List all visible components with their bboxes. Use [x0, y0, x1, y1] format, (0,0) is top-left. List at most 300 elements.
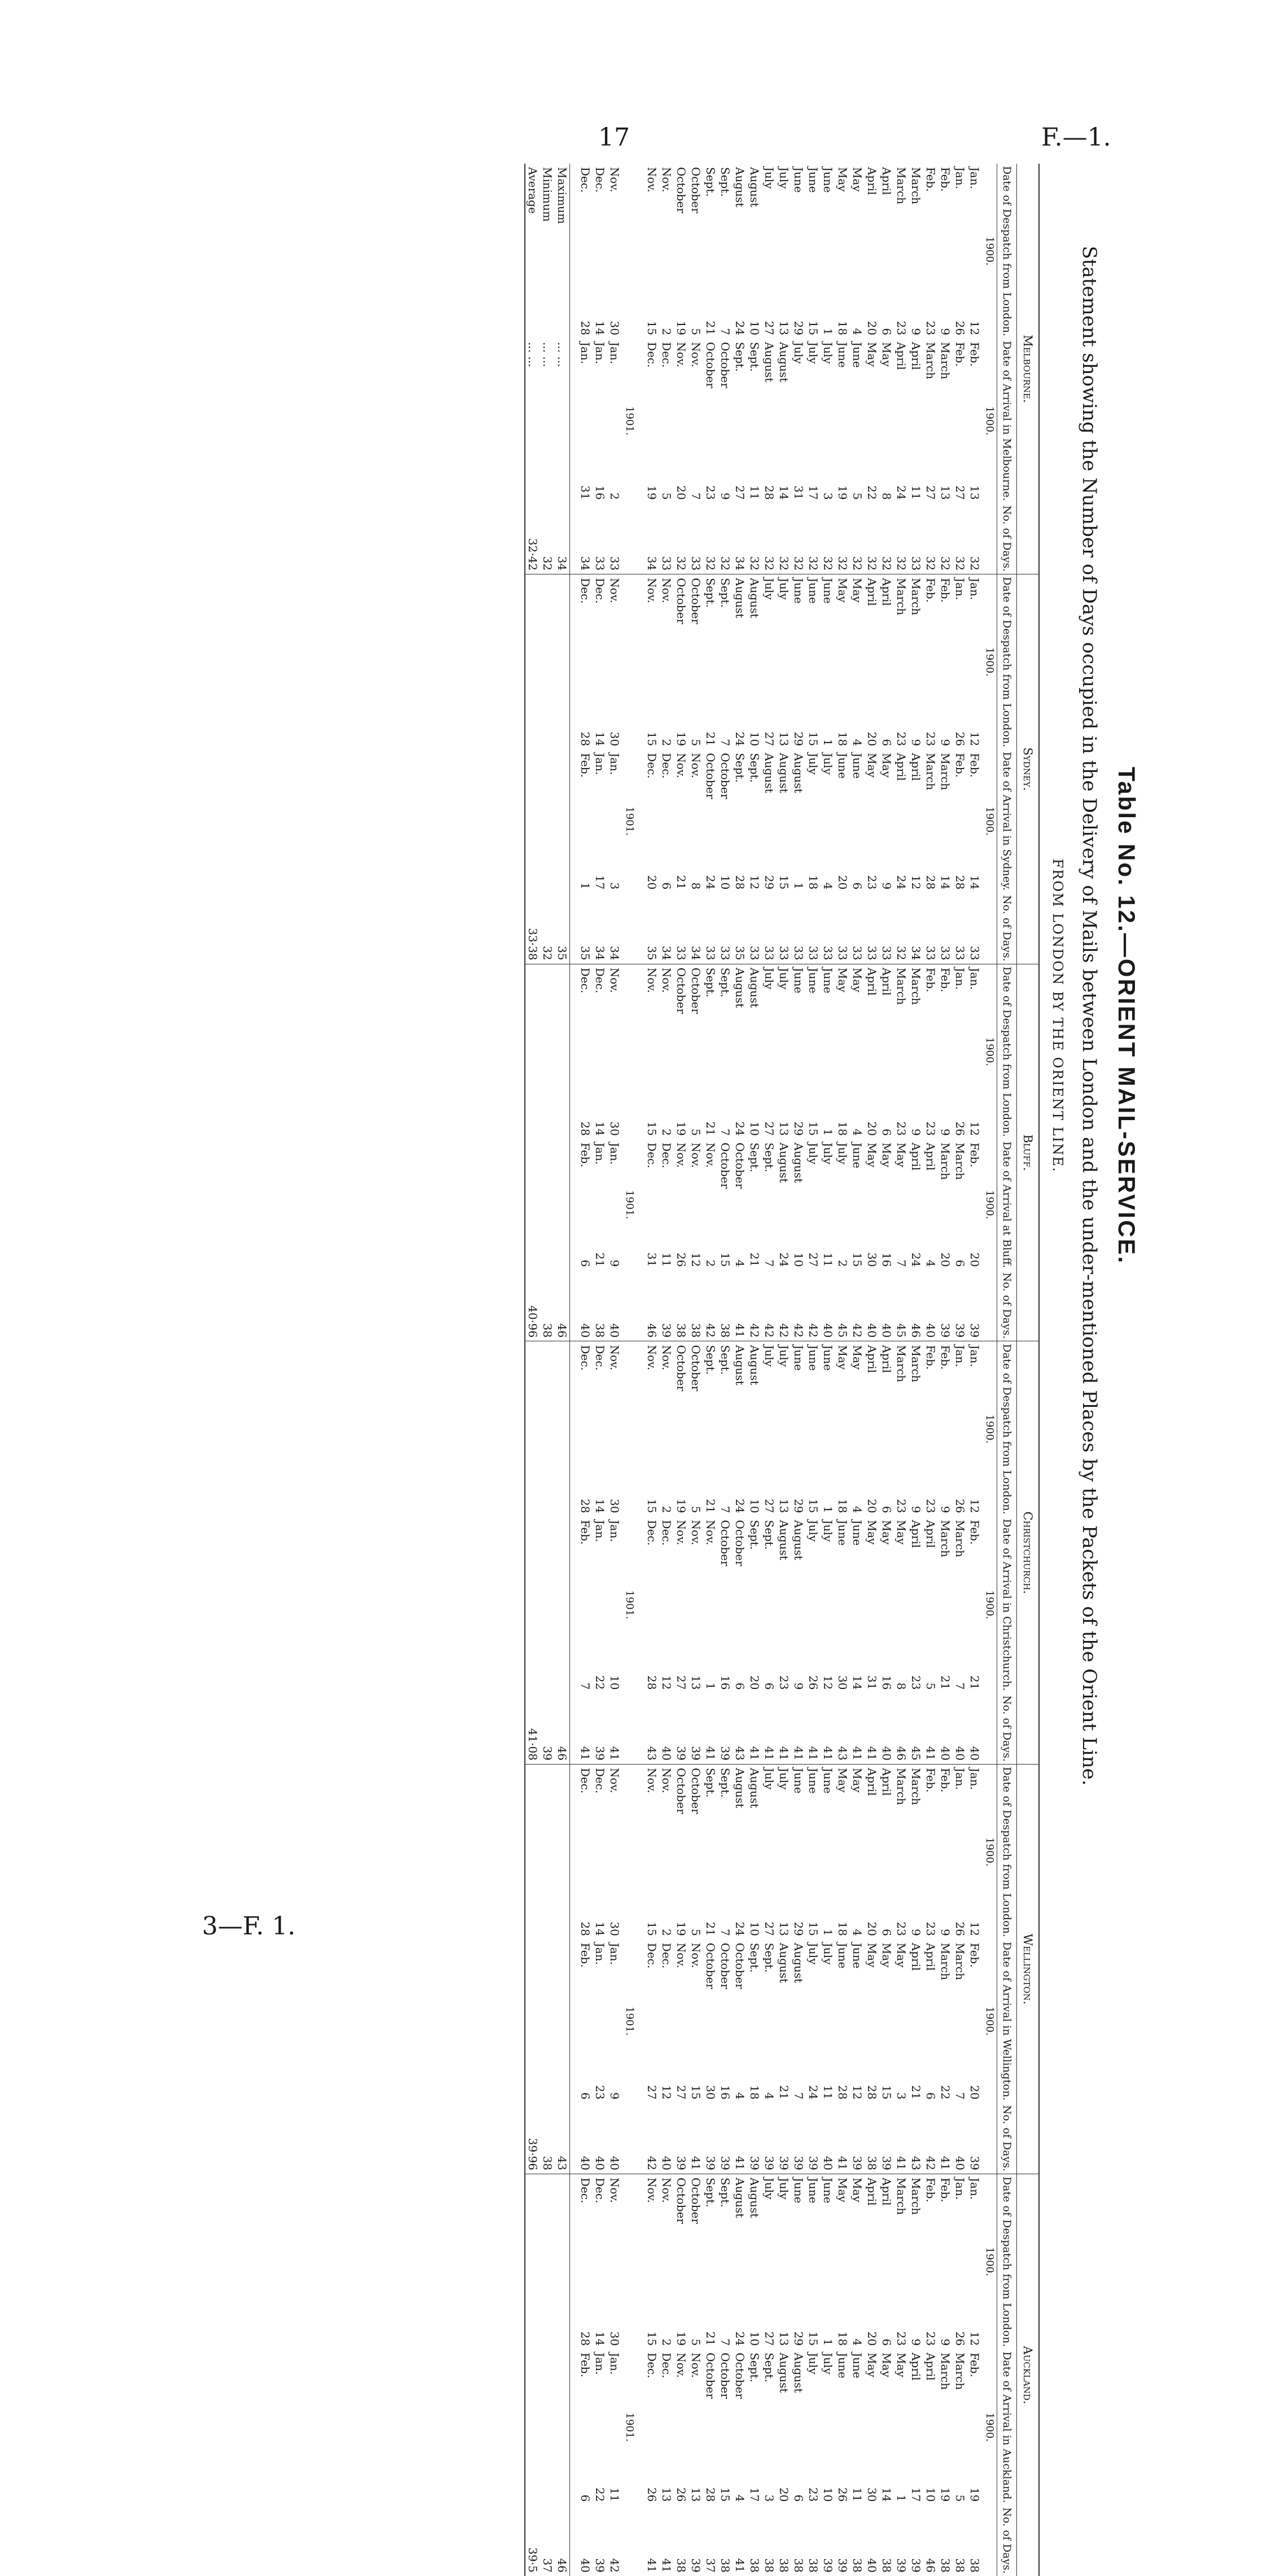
despatch-month: Feb.	[924, 167, 937, 192]
arrival-day: 24	[777, 1252, 791, 1267]
arrival-day: 17	[593, 875, 607, 890]
arrival-month: Jan.	[608, 1142, 621, 1165]
arrival-day: 12	[660, 1675, 673, 1690]
despatch-month: March	[894, 1764, 909, 1889]
days-count: 33	[608, 556, 621, 571]
arrival-date	[806, 2349, 821, 2505]
despatch-header: Date of Despatch from London.	[997, 1764, 1017, 1939]
arrival-day: 23	[593, 2085, 607, 2100]
arrival-date	[607, 2349, 622, 2505]
arrival-date	[894, 2349, 909, 2505]
arrival-month: Feb.	[953, 342, 967, 367]
days-count: 33	[909, 556, 923, 571]
arrival-day: 2	[836, 1260, 849, 1267]
arrival-day: 20	[645, 875, 659, 890]
arrival-date	[645, 1517, 659, 1693]
arrival-date	[821, 749, 835, 893]
arrival-year: 1901.	[624, 1590, 635, 1620]
despatch-day: 27	[762, 731, 776, 747]
despatch-month: June	[791, 1341, 806, 1467]
days-count: 32	[806, 556, 820, 571]
subtitle: FROM LONDON BY THE ORIENT LINE.	[1050, 858, 1066, 1173]
arrival-date	[865, 339, 879, 503]
despatch-day: 19	[674, 1921, 688, 1936]
days-count: 38	[968, 2558, 981, 2573]
arrival-month: October	[733, 1520, 747, 1566]
arrival-date	[747, 749, 762, 893]
arrival-day: 11	[851, 2487, 864, 2502]
despatch-day: 28	[578, 1121, 592, 1136]
arrival-month: Sept.	[748, 1520, 761, 1550]
arrival-month: Dec.	[645, 342, 659, 368]
arrival-month: April	[909, 342, 923, 370]
arrival-date	[953, 749, 967, 893]
arrival-day: 16	[593, 485, 607, 500]
table-row	[593, 164, 607, 2576]
despatch-month: Sept.	[718, 2174, 733, 2299]
arrival-day: 5	[953, 2494, 967, 2502]
arrival-date	[967, 749, 982, 893]
despatch-day: 24	[733, 731, 747, 747]
arrival-month: Sept.	[762, 1142, 776, 1173]
despatch-month: Sept.	[703, 964, 718, 1089]
despatch-month: Jan.	[953, 574, 967, 700]
despatch-day: 19	[674, 321, 688, 336]
arrival-date	[777, 749, 791, 893]
despatch-month: Nov.	[659, 1341, 674, 1467]
arrival-date	[821, 2349, 835, 2505]
arrival-month: Sept.	[748, 1942, 761, 1973]
days-count: 32	[762, 556, 776, 571]
arrival-date	[894, 1517, 909, 1693]
arrival-date	[879, 339, 894, 503]
despatch-day: 24	[733, 1921, 747, 1936]
arrival-month: June	[851, 1942, 864, 1969]
days-count: 40	[880, 1323, 893, 1338]
arrival-header: Date of Arrival at Bluff.	[997, 1139, 1017, 1270]
despatch-month: Dec.	[593, 1764, 607, 1889]
arrival-day: 13	[939, 485, 952, 500]
arrival-month: March	[939, 1520, 952, 1557]
arrival-day: 20	[968, 2085, 981, 2100]
table-row	[938, 164, 953, 2576]
days-count: 39	[689, 1746, 703, 1761]
arrival-date	[593, 1939, 607, 2103]
arrival-date	[689, 339, 703, 503]
days-count: 32	[865, 556, 879, 571]
arrival-month: April	[909, 1520, 923, 1548]
despatch-day: 9	[909, 328, 923, 336]
days-count: 41	[821, 1746, 835, 1761]
arrival-month: Sept.	[748, 342, 761, 372]
despatch-month: April	[879, 574, 894, 700]
arrival-day: 2	[608, 493, 621, 500]
arrival-month: Dec.	[660, 342, 673, 368]
days-count: 38	[806, 2558, 820, 2573]
arrival-day: 28	[865, 2085, 879, 2100]
arrival-year: 1900.	[984, 1590, 996, 1620]
arrival-month: Dec.	[645, 1142, 659, 1169]
despatch-month: July	[762, 167, 776, 189]
arrival-date	[923, 749, 938, 893]
despatch-month: August	[747, 574, 762, 700]
arrival-month: May	[865, 342, 879, 367]
despatch-day: 12	[968, 321, 981, 336]
despatch-month: October	[674, 1341, 689, 1467]
days-count: 41	[865, 1746, 879, 1761]
arrival-date	[593, 2349, 607, 2505]
arrival-day: 11	[748, 485, 761, 500]
arrival-date	[593, 749, 607, 893]
days-count: 39	[660, 1323, 673, 1338]
days-count: 42	[851, 1323, 864, 1338]
despatch-month: August	[747, 1341, 762, 1467]
arrival-date	[850, 749, 865, 893]
arrival-date	[879, 1939, 894, 2103]
days-count: 40	[593, 2156, 607, 2171]
column-header-row	[997, 164, 1017, 2576]
arrival-date	[689, 1139, 703, 1270]
arrival-day: 21	[968, 1675, 981, 1690]
arrival-date	[733, 339, 747, 503]
despatch-month: March	[894, 574, 909, 700]
arrival-date	[689, 1939, 703, 2103]
despatch-year: 1900.	[984, 236, 996, 266]
days-count: 46	[645, 1323, 659, 1338]
arrival-month: June	[851, 1520, 864, 1546]
arrival-day: 23	[777, 1675, 791, 1690]
arrival-day: 4	[821, 882, 835, 890]
despatch-month: October	[674, 167, 688, 213]
arrival-day: 27	[924, 485, 937, 500]
arrival-date	[967, 1139, 982, 1270]
despatch-day: 2	[660, 328, 673, 336]
arrival-month: March	[939, 2353, 952, 2390]
arrival-month: March	[924, 342, 937, 380]
arrival-day: 26	[806, 1675, 820, 1690]
despatch-day: 23	[924, 731, 937, 747]
arrival-day: 15	[777, 875, 791, 890]
arrival-day: 14	[939, 875, 952, 890]
days-count: 38	[674, 1323, 688, 1338]
despatch-month: June	[792, 167, 805, 193]
arrival-month: June	[836, 342, 849, 368]
despatch-month: June	[806, 574, 821, 700]
days-count: 34	[689, 946, 703, 960]
arrival-date	[791, 1517, 806, 1693]
arrival-month: Feb.	[968, 1520, 981, 1545]
despatch-month: May	[851, 167, 864, 192]
days-count: 39	[939, 1323, 952, 1338]
days-count: 35	[578, 946, 592, 960]
despatch-header: Date of Despatch from London.	[997, 964, 1017, 1139]
despatch-month: October	[689, 1764, 703, 1889]
arrival-month: Jan.	[593, 753, 607, 775]
table-title: Table No. 12.—ORIENT MAIL-SERVICE.	[1114, 766, 1140, 1265]
arrival-day: 12	[689, 1252, 703, 1267]
days-count: 33	[939, 946, 952, 960]
despatch-month: Jan.	[967, 964, 982, 1089]
table-row	[659, 164, 674, 2576]
arrival-day: 17	[909, 2487, 923, 2502]
days-count: 33	[748, 946, 761, 960]
arrival-month: Nov.	[689, 2353, 703, 2378]
days-count: 39	[968, 1323, 981, 1338]
arrival-day: 13	[968, 485, 981, 500]
arrival-day: 1	[895, 2494, 908, 2502]
despatch-day: 4	[851, 1129, 864, 1136]
arrival-day: 7	[953, 2092, 967, 2100]
arrival-date	[953, 1139, 967, 1270]
arrival-date	[659, 2349, 674, 2505]
despatch-month: April	[879, 2174, 894, 2299]
arrival-date	[938, 1517, 953, 1693]
arrival-month: October	[733, 1142, 747, 1189]
despatch-day: 2	[660, 1129, 673, 1136]
arrival-day: 15	[718, 1252, 732, 1267]
despatch-month: Feb.	[923, 1764, 938, 1889]
arrival-month: Nov.	[674, 1520, 688, 1546]
arrival-day: 3	[762, 2494, 776, 2502]
arrival-month: July	[836, 1142, 849, 1165]
despatch-month: June	[821, 1341, 835, 1467]
arrival-day: 31	[578, 485, 592, 500]
despatch-day: 14	[593, 731, 607, 747]
arrival-day: 3	[608, 882, 621, 890]
arrival-month: March	[953, 1520, 967, 1557]
days-count: 41	[836, 2156, 849, 2171]
despatch-day: 21	[704, 731, 717, 747]
despatch-month: May	[850, 574, 865, 700]
arrival-day: 20	[939, 1252, 952, 1267]
arrival-month: Nov.	[704, 1520, 717, 1546]
arrival-date	[747, 2349, 762, 2505]
days-count: 33	[865, 946, 879, 960]
arrival-date	[967, 1939, 982, 2103]
arrival-day: 13	[660, 2487, 673, 2502]
group-header-row	[1017, 164, 1040, 2576]
arrival-date	[733, 2349, 747, 2505]
arrival-day: 20	[748, 1675, 761, 1690]
despatch-day: 1	[821, 1929, 835, 1936]
despatch-day: 12	[968, 731, 981, 747]
despatch-day: 15	[806, 731, 820, 747]
arrival-day: 26	[674, 2487, 688, 2502]
despatch-month: August	[733, 574, 747, 700]
despatch-month: October	[674, 964, 689, 1089]
arrival-date	[703, 1517, 718, 1693]
mail-table	[524, 164, 1040, 2576]
arrival-month: Nov.	[674, 1942, 688, 1968]
arrival-month: Feb.	[578, 1142, 592, 1168]
stat-value: 33·38	[525, 893, 540, 964]
arrival-month: Nov.	[674, 1142, 688, 1168]
table-row	[674, 164, 689, 2576]
despatch-day: 21	[704, 2331, 717, 2346]
arrival-day: 12	[660, 2085, 673, 2100]
despatch-month: Dec.	[593, 574, 607, 700]
table-row	[703, 164, 718, 2576]
days-count: 39	[909, 2558, 923, 2573]
days-count: 33	[689, 556, 703, 571]
arrival-date	[578, 1517, 593, 1693]
despatch-day: 30	[608, 731, 621, 747]
days-count: 42	[748, 1323, 761, 1338]
despatch-day: 7	[718, 739, 732, 747]
arrival-date	[777, 1939, 791, 2103]
arrival-day: 9	[792, 1682, 805, 1690]
days-count: 38	[718, 1323, 732, 1338]
days-count: 40	[660, 2156, 673, 2171]
sheet-id: F.—1.	[1041, 123, 1111, 152]
days-header: No. of Days.	[997, 1270, 1017, 1341]
despatch-day: 29	[792, 321, 805, 336]
stat-label: Minimum	[541, 167, 554, 222]
arrival-year: 1901.	[624, 806, 635, 836]
arrival-day: 15	[851, 1252, 864, 1267]
arrival-month: Sept.	[762, 1520, 776, 1550]
arrival-month: May	[865, 1942, 879, 1968]
arrival-day: 16	[718, 1675, 732, 1690]
days-count: 38	[953, 2558, 967, 2573]
table-row	[806, 164, 821, 2576]
despatch-day: 20	[865, 1499, 879, 1513]
arrival-date	[733, 1139, 747, 1270]
despatch-month: Feb.	[923, 574, 938, 700]
arrival-date	[865, 1139, 879, 1270]
despatch-month: Jan.	[967, 1764, 982, 1889]
arrival-day: 15	[880, 2085, 893, 2100]
arrival-day: 30	[865, 1252, 879, 1267]
days-count: 33	[968, 946, 981, 960]
days-count: 41	[762, 1746, 776, 1761]
despatch-month: August	[747, 964, 762, 1089]
arrival-day: 14	[880, 2487, 893, 2502]
page-number: 17	[598, 123, 630, 152]
despatch-month: Dec.	[593, 1341, 607, 1467]
arrival-day: 3	[821, 493, 835, 500]
despatch-month: August	[733, 1341, 747, 1467]
arrival-day: 21	[909, 2085, 923, 2100]
despatch-month: Jan.	[953, 2174, 967, 2299]
despatch-day: 26	[953, 2331, 967, 2346]
arrival-month: June	[836, 1942, 849, 1969]
arrival-date	[894, 339, 909, 503]
despatch-month: August	[733, 167, 747, 208]
days-count: 38	[851, 2558, 864, 2573]
despatch-day: 5	[689, 1129, 703, 1136]
arrival-month: May	[880, 1142, 893, 1168]
despatch-month: March	[909, 167, 923, 205]
arrival-date	[703, 1139, 718, 1270]
footer-sheet-ref: 3—F. 1.	[202, 1912, 296, 1941]
days-count: 42	[645, 2156, 659, 2171]
days-count: 39	[593, 1746, 607, 1761]
despatch-month: May	[836, 167, 849, 192]
despatch-day: 14	[593, 1121, 607, 1136]
arrival-month: July	[821, 1142, 835, 1165]
days-count: 32	[836, 556, 849, 571]
arrival-month: Jan.	[608, 1520, 621, 1542]
arrival-day: 7	[762, 1260, 776, 1267]
arrival-date	[607, 1517, 622, 1693]
days-count: 41	[733, 2156, 747, 2171]
despatch-header: Date of Despatch from London.	[997, 164, 1017, 339]
despatch-month: Nov.	[607, 2174, 622, 2299]
stat-value: 46	[555, 1693, 570, 1764]
arrival-day: 16	[880, 1252, 893, 1267]
arrival-month: October	[718, 1942, 732, 1989]
days-count: 39	[674, 2156, 688, 2171]
despatch-month: Sept.	[703, 1341, 718, 1467]
arrival-month: May	[880, 1520, 893, 1545]
despatch-day: 4	[851, 1506, 864, 1513]
stat-row	[555, 164, 570, 2576]
despatch-month: April	[865, 964, 879, 1089]
arrival-month: June	[836, 2353, 849, 2378]
days-count: 43	[645, 1746, 659, 1761]
days-count: 41	[939, 2156, 952, 2171]
despatch-day: 18	[836, 2331, 849, 2346]
arrival-date	[909, 1139, 923, 1270]
despatch-month: Nov.	[659, 2174, 674, 2299]
days-count: 41	[578, 1746, 592, 1761]
despatch-month: June	[821, 1764, 835, 1889]
arrival-day: 26	[674, 1252, 688, 1267]
arrival-day: 28	[836, 2085, 849, 2100]
arrival-date	[718, 1139, 733, 1270]
despatch-month: Nov.	[645, 964, 659, 1089]
arrival-day: 23	[865, 875, 879, 890]
arrival-year: 1901.	[624, 406, 635, 436]
group-header: Sydney.	[1017, 574, 1040, 964]
arrival-date	[607, 339, 622, 503]
despatch-day: 9	[909, 1506, 923, 1513]
despatch-day: 23	[924, 1499, 937, 1513]
arrival-day: 4	[762, 2092, 776, 2100]
arrival-month: October	[704, 753, 717, 800]
arrival-month: Nov.	[689, 1942, 703, 1968]
days-count: 40	[953, 2156, 967, 2171]
arrival-day: 6	[578, 2494, 592, 2502]
arrival-date	[821, 1939, 835, 2103]
days-count: 40	[924, 1323, 937, 1338]
arrival-day: 13	[689, 2487, 703, 2502]
arrival-date	[835, 1139, 850, 1270]
despatch-month: July	[762, 1764, 777, 1889]
group-header: Melbourne.	[1017, 164, 1040, 574]
arrival-day: 20	[777, 2487, 791, 2502]
arrival-date	[593, 1517, 607, 1693]
arrival-day: 13	[689, 1675, 703, 1690]
despatch-month: May	[835, 1341, 850, 1467]
arrival-month: May	[895, 1142, 908, 1168]
arrival-month: April	[924, 1942, 937, 1971]
despatch-day: 2	[660, 739, 673, 747]
arrival-date	[953, 2349, 967, 2505]
arrival-date	[835, 339, 850, 503]
arrival-day: 23	[909, 1675, 923, 1690]
despatch-month: October	[674, 574, 689, 700]
arrival-date	[894, 1939, 909, 2103]
despatch-month: Feb.	[938, 1764, 953, 1889]
despatch-day: 7	[718, 2338, 732, 2346]
arrival-month: Feb.	[578, 1942, 592, 1968]
despatch-day: 18	[836, 1921, 849, 1936]
table-row	[777, 164, 791, 2576]
despatch-day: 24	[733, 2331, 747, 2346]
arrival-date	[718, 1517, 733, 1693]
